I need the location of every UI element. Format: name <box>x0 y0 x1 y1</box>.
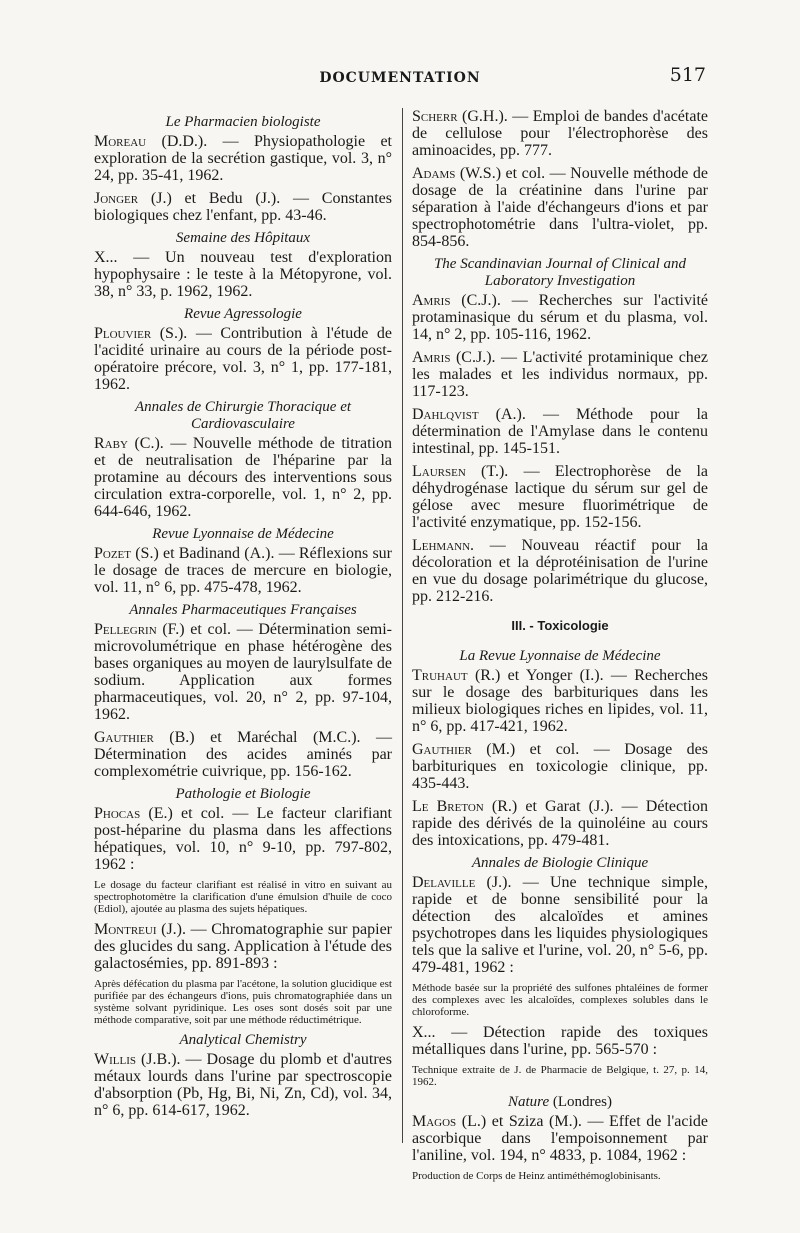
left-column <box>94 108 392 1125</box>
entry-text: (S.) et Badinand (A.). — Réflexions sur le dosage de traces de mercure en biologie, vol. 11, n° 6, pp. 475-478, 1962. <box>94 545 392 596</box>
entry-text: (S.). — Contribution à l'étude de l'acidité urinaire au cours de la période post-opératoire précore, vol. 3, n° 1, pp. 177-181, 1962. <box>94 325 392 393</box>
bibliography-entry <box>412 406 708 457</box>
entry-author: Moreau <box>94 133 147 150</box>
bibliography-entry <box>94 621 392 723</box>
entry-author: Gauthier <box>94 729 154 746</box>
entry-author: Pellegrin <box>94 621 157 638</box>
entry-text: (D.D.). — Physiopathologie et exploration de la secrétion gastique, vol. 3, n° 24, pp. 35-41, 1962. <box>94 133 392 184</box>
journal-title <box>94 399 392 433</box>
entry-author: X... <box>412 1024 436 1041</box>
journal-title <box>94 526 392 543</box>
journal-title <box>412 648 708 665</box>
entry-author: Raby <box>94 435 128 452</box>
bibliography-entry <box>94 545 392 596</box>
entry-author: Scherr <box>412 108 458 125</box>
entry-author: Amris <box>412 292 451 309</box>
entry-text: (C.J.). — Recherches sur l'activité protaminasique du sérum et du plasma, vol. 14, n° 2, pp. 105-116, 1962. <box>412 292 708 343</box>
journal-name: Annales de Biologie Clinique <box>471 855 649 871</box>
journal-title <box>412 1094 708 1111</box>
entry-note: Production de Corps de Heinz antiméthémoglobinisants. <box>412 1170 661 1182</box>
entry-text: — Nouveau réactif pour la décoloration et la déprotéinisation de l'urine en vue du dosage polarimétrique du glucose, pp. 212-216. <box>412 537 708 605</box>
entry-author: Laursen <box>412 463 466 480</box>
entry-text: (M.) et col. — Dosage des barbituriques en toxicologie clinique, pp. 435-443. <box>412 741 708 792</box>
bibliography-entry <box>94 805 392 873</box>
right-column <box>412 108 708 1188</box>
entry-author: Delaville <box>412 874 476 891</box>
bibliography-entry <box>412 108 708 159</box>
journal-title <box>412 855 708 872</box>
bibliography-entry <box>94 921 392 972</box>
entry-note: Après défécation du plasma par l'acétone, la solution glucidique est purifiée par des échangeurs d'ions, puis chromatographiée dans un système solvant pyridinique. Les oses sont dosés soit par une méthode comparative, soit par une méthode réductimétrique. <box>94 978 392 1026</box>
bibliography-entry <box>94 1051 392 1119</box>
bibliography-entry <box>412 292 708 343</box>
entry-text: (C.). — Nouvelle méthode de titration et de neutralisation de l'héparine par la protamine au décours des interventions sous circulation extra-corporelle, vol. 1, n° 2, pp. 644-646, 1962. <box>94 435 392 520</box>
journal-name: Annales Pharmaceutiques Françaises <box>129 602 357 618</box>
bibliography-entry <box>94 435 392 520</box>
entry-author: X... <box>94 249 118 266</box>
section-heading: III. - Toxicologie <box>511 618 609 633</box>
journal-name: Revue Agressologie <box>184 306 302 322</box>
entry-author: Amris <box>412 349 451 366</box>
journal-suffix: (Londres) <box>549 1094 613 1110</box>
journal-name: Semaine des Hôpitaux <box>175 230 311 246</box>
journal-name: La Revue Lyonnaise de Médecine <box>459 648 661 664</box>
entry-author: Willis <box>94 1051 136 1068</box>
running-header <box>0 64 800 94</box>
bibliography-entry <box>412 1113 708 1164</box>
entry-text: (R.) et Yonger (I.). — Recherches sur le dosage des barbituriques dans les milieux biologiques riches en lipides, vol. 11, n° 6, pp. 417-421, 1962. <box>412 667 708 735</box>
bibliography-entry <box>94 729 392 780</box>
journal-title <box>94 114 392 131</box>
page-number: 517 <box>669 64 706 86</box>
entry-text: (J.). — Une technique simple, rapide et de bonne sensibilité pour la détection des alcaloïdes et amines psychotropes dans les liquides physiologiques tels que la salive et l'urine, vol. 20, n° 5-6, pp. 479-481, 1962 : <box>412 874 708 976</box>
bibliography-entry <box>412 798 708 849</box>
bibliography-entry <box>412 741 708 792</box>
entry-author: Truhaut <box>412 667 468 684</box>
entry-text: (J.). — Chromatographie sur papier des glucides du sang. Application à l'étude des galactosémies, pp. 891-893 : <box>94 921 392 972</box>
journal-name: Annales de Chirurgie Thoracique et Cardiovasculaire <box>134 399 352 432</box>
journal-name: Analytical Chemistry <box>179 1032 307 1048</box>
bibliography-entry <box>412 463 708 531</box>
entry-author: Le Breton <box>412 798 484 815</box>
journal-name: Pathologie et Biologie <box>175 786 311 802</box>
bibliography-entry <box>412 874 708 976</box>
journal-name: The Scandinavian Journal of Clinical and Laboratory Investigation <box>433 256 687 289</box>
entry-text: (B.) et Maréchal (M.C.). — Détermination des acides aminés par complexométrie cuivrique, pp. 156-162. <box>94 729 392 780</box>
entry-author: Magos <box>412 1113 457 1130</box>
entry-author: Pozet <box>94 545 131 562</box>
journal-name: Le Pharmacien biologiste <box>165 114 321 130</box>
entry-text: (C.J.). — L'activité protaminique chez les malades et les individus normaux, pp. 117-123. <box>412 349 708 400</box>
entry-author: Dahlqvist <box>412 406 479 423</box>
entry-note: Technique extraite de J. de Pharmacie de Belgique, t. 27, p. 14, 1962. <box>412 1064 708 1088</box>
bibliography-entry <box>94 133 392 184</box>
entry-text: — Un nouveau test d'exploration hypophysaire : le teste à la Métopyrone, vol. 38, n° 33, p. 1962, 1962. <box>94 249 392 300</box>
entry-note: Méthode basée sur la propriété des sulfones phtaléines de former des complexes avec les alcaloïdes, complexes solubles dans le chloroforme. <box>412 982 708 1018</box>
journal-name: Nature <box>507 1094 550 1110</box>
entry-text: (E.) et col. — Le facteur clarifiant post-héparine du plasma dans les affections hépatiques, vol. 10, n° 9-10, pp. 797-802, 1962 : <box>94 805 392 873</box>
entry-author: Jonger <box>94 190 139 207</box>
bibliography-entry <box>412 165 708 250</box>
journal-title <box>94 306 392 323</box>
entry-text: (J.) et Bedu (J.). — Constantes biologiques chez l'enfant, pp. 43-46. <box>94 190 392 224</box>
journal-title <box>94 1032 392 1049</box>
journal-title <box>94 602 392 619</box>
journal-title <box>94 230 392 247</box>
entry-text: (L.) et Sziza (M.). — Effet de l'acide ascorbique dans l'empoisonnement par l'aniline, vol. 194, n° 4833, p. 1084, 1962 : <box>412 1113 708 1164</box>
entry-text: (R.) et Garat (J.). — Détection rapide des dérivés de la quinoléine au cours des intoxications, pp. 479-481. <box>412 798 708 849</box>
running-title: DOCUMENTATION <box>319 70 481 86</box>
bibliography-entry <box>412 1024 708 1058</box>
bibliography-entry <box>412 349 708 400</box>
entry-text: (G.H.). — Emploi de bandes d'acétate de cellulose pour l'électrophorèse des aminoacides, pp. 777. <box>412 108 708 159</box>
journal-name: Revue Lyonnaise de Médecine <box>152 526 334 542</box>
entry-text: (T.). — Electrophorèse de la déhydrogénase lactique du sérum sur gel de gélose avec mesure fluorimétrique de l'activité enzymatique, pp. 152-156. <box>412 463 708 531</box>
entry-text: (W.S.) et col. — Nouvelle méthode de dosage de la créatinine dans l'urine par séparation à l'aide d'échangeurs d'ions et par spectrophotométrie dans l'ultra-violet, pp. 854-856. <box>412 165 708 250</box>
entry-text: (F.) et col. — Détermination semi-microvolumétrique en phase hétérogène des bases organiques au moyen de laurylsulfate de sodium. Application aux formes pharmaceutiques, vol. 20, n° 2, pp. 97-104, 1962. <box>94 621 392 723</box>
bibliography-entry <box>94 190 392 224</box>
column-divider <box>402 108 403 1143</box>
entry-text: (J.B.). — Dosage du plomb et d'autres métaux lourds dans l'urine par spectroscopie d'absorption (Pb, Hg, Bi, Ni, Zn, Cd), vol. 34, n° 6, pp. 614-617, 1962. <box>94 1051 392 1119</box>
bibliography-entry <box>412 667 708 735</box>
entry-author: Gauthier <box>412 741 472 758</box>
journal-title <box>412 256 708 290</box>
entry-author: Plouvier <box>94 325 152 342</box>
entry-text: (A.). — Méthode pour la détermination de l'Amylase dans le contenu intestinal, pp. 145-151. <box>412 406 708 457</box>
bibliography-entry <box>94 249 392 300</box>
entry-author: Adams <box>412 165 456 182</box>
entry-author: Montreui <box>94 921 157 938</box>
entry-author: Lehmann. <box>412 537 475 554</box>
entry-author: Phocas <box>94 805 141 822</box>
bibliography-entry <box>412 537 708 605</box>
journal-title <box>94 786 392 803</box>
entry-note: Le dosage du facteur clarifiant est réalisé in vitro en suivant au spectrophotomètre la clarification d'une émulsion d'huile de coco (Ediol), ajoutée au plasma des sujets hépatiques. <box>94 879 392 915</box>
bibliography-entry <box>94 325 392 393</box>
entry-text: — Détection rapide des toxiques métalliques dans l'urine, pp. 565-570 : <box>412 1024 708 1058</box>
